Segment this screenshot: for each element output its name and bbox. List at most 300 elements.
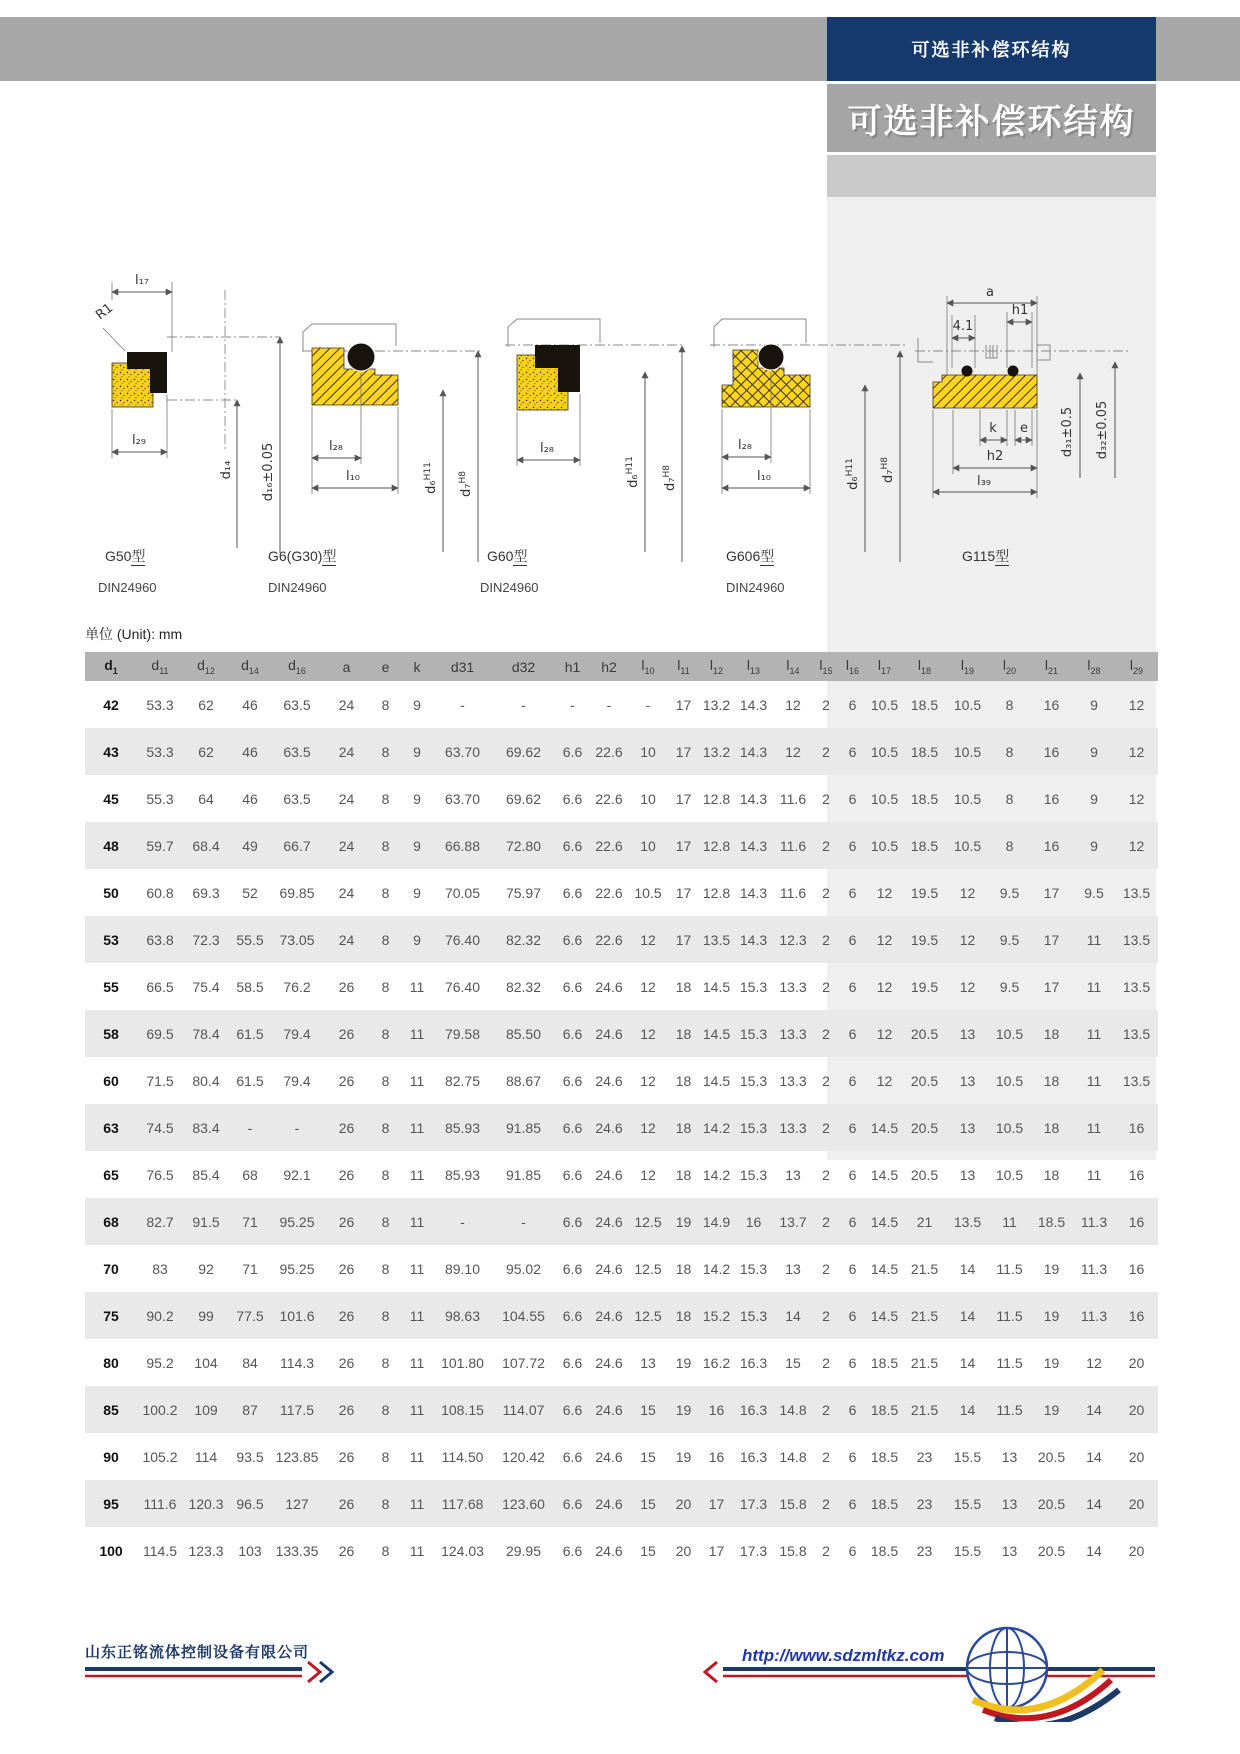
fig-label-g50: G50型 xyxy=(105,548,146,564)
table-cell: 9 xyxy=(413,837,421,854)
table-cell: 13 xyxy=(959,1072,976,1089)
table-cell: 84 xyxy=(242,1354,258,1371)
table-cell: 16 xyxy=(708,1401,725,1418)
dim-d7: d₇$^{H8}$ xyxy=(458,471,474,497)
column-header-l28: $l_{28}$ xyxy=(1073,652,1115,681)
table-cell: 14.3 xyxy=(739,931,768,948)
table-cell: 18.5 xyxy=(910,837,939,854)
table-cell: 24.6 xyxy=(595,1495,623,1512)
drawing-g50 xyxy=(75,255,290,560)
table-cell: 11 xyxy=(1086,1119,1102,1136)
company-name: 山东正铭流体控制设备有限公司 xyxy=(85,1644,310,1661)
table-cell: 16 xyxy=(1043,837,1060,854)
column-header-d12: $d_{12}$ xyxy=(183,652,229,681)
table-cell: 18 xyxy=(675,1119,692,1136)
table-cell: 95 xyxy=(103,1495,119,1512)
table-cell: 66.5 xyxy=(146,978,174,995)
table-cell: 46 xyxy=(242,743,258,760)
table-cell: 55 xyxy=(103,978,119,995)
table-cell: 10.5 xyxy=(870,790,899,807)
table-cell: 76.40 xyxy=(444,978,481,995)
table-cell: - xyxy=(521,1213,526,1230)
table-cell: 72.80 xyxy=(505,837,542,854)
drawing-g60 xyxy=(500,255,695,570)
table-cell: 11 xyxy=(409,1354,425,1371)
table-cell: 75.97 xyxy=(505,884,542,901)
table-cell: 92 xyxy=(198,1260,214,1277)
table-cell: 20.5 xyxy=(1037,1448,1066,1465)
table-cell: 20 xyxy=(1128,1495,1145,1512)
table-cell: 82.32 xyxy=(505,978,542,995)
table-cell: 15 xyxy=(640,1495,656,1512)
dim-d31: d₃₁±0.5 xyxy=(1060,406,1075,458)
table-cell: 114.07 xyxy=(502,1401,545,1418)
table-cell: 6 xyxy=(848,978,857,995)
title-banner xyxy=(827,84,1156,152)
dim-l28: l₂₈ xyxy=(539,441,555,456)
column-header-h1: h1 xyxy=(555,652,590,681)
table-cell: 8 xyxy=(381,1213,390,1230)
table-cell: 10.5 xyxy=(995,1166,1024,1183)
table-cell: 19 xyxy=(1043,1354,1060,1371)
table-cell: 63.5 xyxy=(283,696,311,713)
table-cell: 61.5 xyxy=(236,1072,264,1089)
table-cell: 12.5 xyxy=(634,1307,662,1324)
table-cell: 16.3 xyxy=(739,1448,768,1465)
table-cell: 6 xyxy=(848,884,857,901)
table-cell: 6 xyxy=(848,696,857,713)
table-cell: 26 xyxy=(338,1495,355,1512)
table-cell: 22.6 xyxy=(595,837,623,854)
table-cell: 26 xyxy=(338,1166,355,1183)
table-cell: 11 xyxy=(409,1260,425,1277)
table-cell: 18.5 xyxy=(870,1401,899,1418)
table-cell: 107.72 xyxy=(502,1354,545,1371)
table-row xyxy=(85,822,1158,869)
table-cell: 114 xyxy=(194,1448,218,1465)
table-cell: 71 xyxy=(242,1213,258,1230)
table-cell: 14 xyxy=(1086,1448,1102,1465)
table-cell: 14 xyxy=(785,1307,801,1324)
table-cell: 6.6 xyxy=(562,884,583,901)
table-cell: 46 xyxy=(242,696,258,713)
table-cell: 8 xyxy=(381,1495,390,1512)
table-cell: 103 xyxy=(238,1542,262,1559)
table-cell: 15.3 xyxy=(739,1307,768,1324)
o-ring-left xyxy=(962,366,973,377)
table-cell: 17 xyxy=(1043,978,1060,995)
table-cell: 14.5 xyxy=(870,1307,899,1324)
table-cell: 2 xyxy=(822,1495,830,1512)
table-cell: 24.6 xyxy=(595,1025,623,1042)
table-cell: 2 xyxy=(822,1072,830,1089)
table-row xyxy=(85,1010,1158,1057)
table-cell: 23 xyxy=(916,1448,933,1465)
table-cell: 13 xyxy=(1001,1495,1018,1512)
table-cell: 13.3 xyxy=(779,1072,807,1089)
table-cell: 6.6 xyxy=(562,837,583,854)
table-cell: 90 xyxy=(103,1448,119,1465)
table-cell: 124.03 xyxy=(441,1542,484,1559)
table-cell: 24.6 xyxy=(595,1448,623,1465)
table-cell: 19.5 xyxy=(910,931,939,948)
table-cell: 8 xyxy=(381,1401,390,1418)
fig-std-g60: DIN24960 xyxy=(480,580,539,595)
table-cell: 74.5 xyxy=(146,1119,174,1136)
table-cell: 123.85 xyxy=(275,1448,319,1465)
table-cell: - xyxy=(294,1119,300,1136)
table-cell: 26 xyxy=(338,1072,355,1089)
table-cell: 70.05 xyxy=(444,884,481,901)
table-cell: 18.5 xyxy=(870,1354,899,1371)
table-cell: 12 xyxy=(640,978,656,995)
table-cell: 12.3 xyxy=(779,931,807,948)
dimension-table xyxy=(85,652,1158,1574)
table-cell: 13.7 xyxy=(779,1213,807,1230)
table-cell: 8 xyxy=(381,1119,390,1136)
table-cell: 79.4 xyxy=(283,1072,311,1089)
table-cell: 21.5 xyxy=(910,1354,939,1371)
table-cell: 11 xyxy=(1086,1072,1102,1089)
table-cell: 53.3 xyxy=(146,696,174,713)
table-cell: 10.5 xyxy=(953,790,982,807)
table-cell: 17 xyxy=(675,696,692,713)
fig-label-g60: G60型 xyxy=(487,548,528,564)
table-cell: 63.70 xyxy=(444,743,481,760)
table-cell: 11.3 xyxy=(1080,1307,1108,1324)
table-cell: 26 xyxy=(338,1542,355,1559)
table-cell: 19 xyxy=(675,1401,692,1418)
table-cell: 9 xyxy=(1090,696,1098,713)
table-cell: 15.2 xyxy=(702,1307,731,1324)
table-cell: 90.2 xyxy=(146,1307,174,1324)
table-cell: 104.55 xyxy=(502,1307,545,1324)
table-cell: 2 xyxy=(822,790,830,807)
table-cell: 23 xyxy=(916,1542,933,1559)
table-cell: 24.6 xyxy=(595,1072,623,1089)
fig-label-g6g30: G6(G30)型 xyxy=(268,548,337,564)
table-cell: 17.3 xyxy=(739,1542,768,1559)
table-cell: 19 xyxy=(675,1213,692,1230)
dim-l28: l₂₈ xyxy=(328,439,344,454)
table-cell: 12 xyxy=(1128,790,1145,807)
unit-note: 单位 (Unit): mm xyxy=(85,626,183,642)
table-cell: 20.5 xyxy=(910,1119,939,1136)
table-cell: 14 xyxy=(959,1401,976,1418)
table-cell: 85.93 xyxy=(444,1166,481,1183)
table-cell: - xyxy=(247,1119,253,1136)
table-cell: 8 xyxy=(381,1072,390,1089)
table-cell: 22.6 xyxy=(595,931,623,948)
table-cell: 12.5 xyxy=(634,1260,662,1277)
table-cell: 8 xyxy=(381,1354,390,1371)
table-cell: 16 xyxy=(1043,696,1060,713)
table-cell: 16.2 xyxy=(702,1354,731,1371)
table-cell: 9 xyxy=(413,884,421,901)
table-cell: 18 xyxy=(1043,1119,1060,1136)
table-cell: 12 xyxy=(785,696,801,713)
column-header-l29: $l_{29}$ xyxy=(1115,652,1158,681)
table-cell: 18 xyxy=(675,1072,692,1089)
table-cell: 14.5 xyxy=(870,1213,899,1230)
table-cell: 63.70 xyxy=(444,790,481,807)
table-cell: 111.6 xyxy=(143,1495,177,1512)
table-cell: 8 xyxy=(381,1542,390,1559)
table-cell: 6 xyxy=(848,1542,857,1559)
table-cell: 13.5 xyxy=(702,931,731,948)
table-cell: 20 xyxy=(1128,1401,1145,1418)
table-cell: 6 xyxy=(848,790,857,807)
drawing-g115 xyxy=(905,255,1135,515)
table-cell: 10.5 xyxy=(870,696,899,713)
column-header-l12: $l_{12}$ xyxy=(699,652,734,681)
dim-d16: d₁₆±0.05 xyxy=(261,442,276,502)
table-cell: 24.6 xyxy=(595,1354,623,1371)
table-cell: 13.3 xyxy=(779,1119,807,1136)
table-cell: 19 xyxy=(1043,1307,1060,1324)
table-cell: 6 xyxy=(848,931,857,948)
table-cell: 12.8 xyxy=(702,884,731,901)
table-cell: 2 xyxy=(822,1448,830,1465)
column-header-h2: h2 xyxy=(590,652,628,681)
table-cell: 26 xyxy=(338,1354,355,1371)
column-header-l19: $l_{19}$ xyxy=(946,652,989,681)
table-cell: 17 xyxy=(708,1542,725,1559)
table-cell: 10.5 xyxy=(995,1072,1024,1089)
table-cell: 8 xyxy=(381,1448,390,1465)
table-cell: 12 xyxy=(959,884,976,901)
table-cell: 17 xyxy=(675,931,692,948)
table-cell: 11.3 xyxy=(1080,1213,1108,1230)
table-cell: 18 xyxy=(675,1260,692,1277)
table-cell: 16 xyxy=(1043,790,1060,807)
globe-logo xyxy=(955,1622,1155,1722)
table-cell: 12 xyxy=(1128,837,1145,854)
table-cell: 95.25 xyxy=(279,1213,315,1230)
table-cell: 66.88 xyxy=(444,837,481,854)
table-cell: 19 xyxy=(675,1448,692,1465)
table-cell: 101.6 xyxy=(279,1307,315,1324)
dim-l28: l₂₈ xyxy=(737,438,753,453)
table-cell: 65 xyxy=(103,1166,119,1183)
company-url[interactable]: http://www.sdzmltkz.com xyxy=(742,1646,945,1665)
table-cell: 2 xyxy=(822,1213,830,1230)
table-cell: 68.4 xyxy=(192,837,220,854)
table-row xyxy=(85,1245,1158,1292)
table-cell: 21.5 xyxy=(910,1401,939,1418)
table-cell: 96.5 xyxy=(236,1495,264,1512)
table-header-row xyxy=(85,652,1158,681)
table-cell: 63.5 xyxy=(283,743,311,760)
table-cell: 91.85 xyxy=(505,1119,542,1136)
table-cell: 15.3 xyxy=(739,978,768,995)
column-header-l18: $l_{18}$ xyxy=(903,652,946,681)
table-cell: 6 xyxy=(848,1072,857,1089)
table-cell: 2 xyxy=(822,1119,830,1136)
table-cell: 63.5 xyxy=(283,790,311,807)
table-cell: 14.8 xyxy=(779,1401,807,1418)
table-cell: 11 xyxy=(1086,1025,1102,1042)
table-cell: 11.3 xyxy=(1080,1260,1108,1277)
table-cell: 58.5 xyxy=(236,978,264,995)
table-cell: 10.5 xyxy=(870,837,899,854)
table-cell: 95.02 xyxy=(505,1260,542,1277)
table-cell: 13 xyxy=(785,1260,801,1277)
table-cell: 99 xyxy=(198,1307,214,1324)
table-cell: 8 xyxy=(381,1260,390,1277)
table-cell: 13 xyxy=(959,1166,976,1183)
table-cell: 11 xyxy=(409,978,425,995)
dim-l39: l₃₉ xyxy=(976,474,992,489)
table-cell: 15.3 xyxy=(739,1119,768,1136)
dim-a: a xyxy=(986,285,994,300)
table-cell: 71.5 xyxy=(146,1072,174,1089)
table-cell: 16 xyxy=(708,1448,725,1465)
table-cell: 16 xyxy=(1128,1213,1145,1230)
table-cell: 114.3 xyxy=(280,1354,314,1371)
table-cell: 15 xyxy=(640,1401,656,1418)
table-cell: 123.3 xyxy=(188,1542,224,1559)
dimension-lines xyxy=(93,273,280,553)
table-cell: 69.62 xyxy=(505,790,542,807)
table-cell: 16 xyxy=(1128,1307,1145,1324)
table-cell: 79.58 xyxy=(444,1025,481,1042)
table-cell: 92.1 xyxy=(283,1166,311,1183)
table-cell: 11 xyxy=(409,1119,425,1136)
table-cell: 42 xyxy=(103,696,119,713)
drawing-g606 xyxy=(705,255,920,570)
table-cell: 75 xyxy=(103,1307,119,1324)
table-cell: 20.5 xyxy=(910,1072,939,1089)
table-cell: 43 xyxy=(103,743,119,760)
table-cell: 117.68 xyxy=(441,1495,484,1512)
table-cell: 24.6 xyxy=(595,978,623,995)
table-cell: 15 xyxy=(785,1354,801,1371)
table-cell: 12.8 xyxy=(702,790,731,807)
table-cell: 76.2 xyxy=(283,978,311,995)
table-cell: 13.2 xyxy=(702,696,731,713)
column-header-d1: $d_1$ xyxy=(85,652,137,681)
table-cell: 11 xyxy=(409,1307,425,1324)
table-cell: 15.8 xyxy=(779,1542,807,1559)
column-header-l17: $l_{17}$ xyxy=(866,652,903,681)
o-ring xyxy=(758,344,784,370)
table-cell: 13 xyxy=(785,1166,801,1183)
table-cell: 83 xyxy=(152,1260,168,1277)
table-row xyxy=(85,916,1158,963)
table-cell: 16 xyxy=(1128,1119,1145,1136)
table-cell: 9.5 xyxy=(1084,884,1104,901)
table-row xyxy=(85,1151,1158,1198)
table-cell: 20 xyxy=(675,1495,692,1512)
table-cell: 9.5 xyxy=(999,978,1020,995)
table-cell: 14.3 xyxy=(739,884,768,901)
table-cell: 20.5 xyxy=(1037,1542,1066,1559)
table-cell: 2 xyxy=(822,884,830,901)
table-cell: 14 xyxy=(959,1260,976,1277)
table-cell: 19.5 xyxy=(910,884,939,901)
table-cell: 9 xyxy=(413,790,421,807)
table-cell: 24 xyxy=(338,884,355,901)
table-cell: 29.95 xyxy=(505,1542,542,1559)
table-cell: 6.6 xyxy=(562,1354,583,1371)
table-cell: 8 xyxy=(1005,696,1014,713)
table-cell: 9 xyxy=(413,931,421,948)
table-cell: 2 xyxy=(822,978,830,995)
table-cell: 10.5 xyxy=(870,743,899,760)
table-cell: 13.5 xyxy=(953,1213,982,1230)
table-cell: 16.3 xyxy=(739,1354,768,1371)
table-cell: 8 xyxy=(381,790,390,807)
table-cell: 13 xyxy=(959,1119,976,1136)
table-cell: 26 xyxy=(338,1213,355,1230)
table-cell: 2 xyxy=(822,1025,830,1042)
table-row xyxy=(85,963,1158,1010)
column-header-l15: $l_{15}$ xyxy=(813,652,839,681)
table-cell: 11 xyxy=(409,1448,425,1465)
dim-e: e xyxy=(1020,421,1028,436)
table-cell: 13.5 xyxy=(1122,1025,1151,1042)
table-cell: 14.5 xyxy=(702,1072,731,1089)
table-cell: 85.93 xyxy=(444,1119,481,1136)
table-cell: 15.5 xyxy=(953,1448,982,1465)
table-cell: 13.5 xyxy=(1122,978,1151,995)
table-cell: 15.3 xyxy=(739,1025,768,1042)
table-cell: 18.5 xyxy=(1037,1213,1066,1230)
table-cell: 80.4 xyxy=(192,1072,220,1089)
table-cell: 11 xyxy=(1086,1166,1102,1183)
table-cell: 9 xyxy=(413,743,421,760)
table-cell: 63.8 xyxy=(146,931,174,948)
column-header-l16: $l_{16}$ xyxy=(839,652,866,681)
table-cell: 20.5 xyxy=(910,1025,939,1042)
table-cell: 18 xyxy=(675,978,692,995)
column-header-d32: d32 xyxy=(492,652,555,681)
table-cell: 117.5 xyxy=(280,1401,314,1418)
table-cell: 17 xyxy=(708,1495,725,1512)
fig-std-g50: DIN24960 xyxy=(98,580,157,595)
table-cell: 18 xyxy=(1043,1025,1060,1042)
table-cell: 24 xyxy=(338,837,355,854)
table-cell: - xyxy=(570,696,575,713)
table-cell: 46 xyxy=(242,790,258,807)
table-cell: 24 xyxy=(338,696,355,713)
table-row xyxy=(85,869,1158,916)
table-cell: 17 xyxy=(1043,931,1060,948)
table-cell: 6.6 xyxy=(562,1260,583,1277)
table-cell: 6.6 xyxy=(562,1401,583,1418)
table-cell: 53.3 xyxy=(146,743,174,760)
table-cell: 50 xyxy=(103,884,119,901)
table-cell: 78.4 xyxy=(192,1025,220,1042)
table-cell: 77.5 xyxy=(236,1307,264,1324)
table-cell: 12 xyxy=(1086,1354,1102,1371)
table-cell: 6.6 xyxy=(562,1119,583,1136)
table-cell: 73.05 xyxy=(279,931,315,948)
table-cell: 24.6 xyxy=(595,1401,623,1418)
table-cell: 14.5 xyxy=(702,1025,731,1042)
o-ring xyxy=(347,343,375,371)
table-cell: 22.6 xyxy=(595,884,623,901)
table-cell: 68 xyxy=(242,1166,258,1183)
dim-h2: h2 xyxy=(986,449,1004,464)
table-cell: 14.5 xyxy=(702,978,731,995)
table-cell: 26 xyxy=(338,1307,355,1324)
drawing-g6g30 xyxy=(295,255,495,570)
table-cell: 17.3 xyxy=(739,1495,768,1512)
table-cell: 9.5 xyxy=(999,931,1020,948)
page-tab-label: 可选非补偿环结构 xyxy=(911,40,1072,60)
